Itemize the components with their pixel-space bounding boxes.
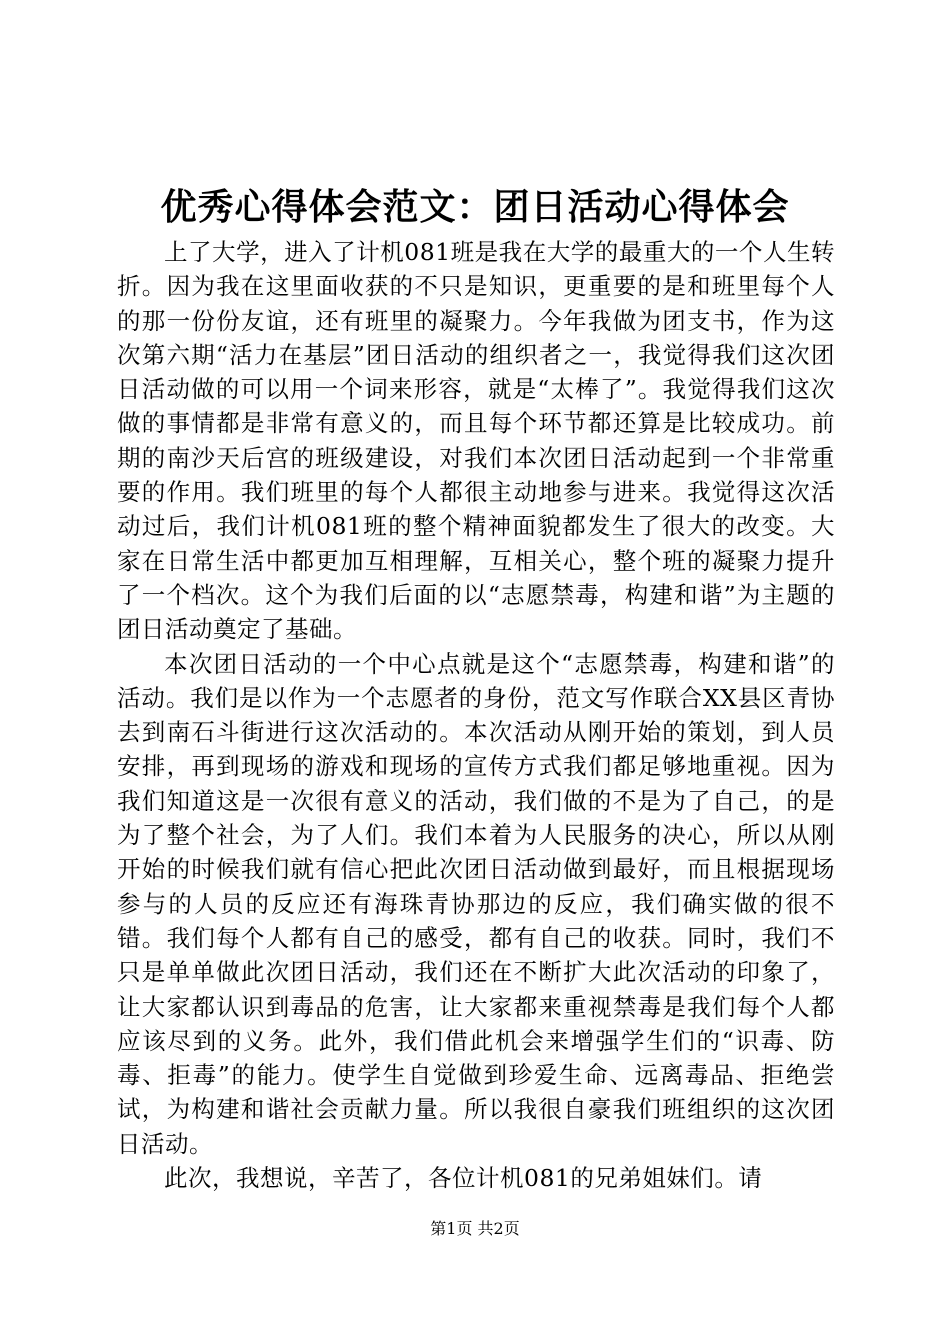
paragraph-3: 此次，我想说，辛苦了，各位计机081的兄弟姐妹们。请 (164, 1164, 763, 1193)
document-title: 优秀心得体会范文：团日活动心得体会 (160, 186, 790, 228)
paragraph-2: 本次团日活动的一个中心点就是这个“志愿禁毒，构建和谐”的活动。我们是以作为一个志愿者的身份，范文写作联合XX县区青协去到南石斗街进行这次活动的。本次活动从刚开始的策划，到人员安排，再到现场的游戏和现场的宣传方式我们都足够地重视。因为我们知道这是一次很有意义的活动，我们做的不是为了自己，的是为了整个社会，为了人们。我们本着为人民服务的决心，所以从刚开始的时候我们就有信心把此次团日活动做到最好，而且根据现场参与的人员的反应还有海珠青协那边的反应，我们确实做的很不错。我们每个人都有自己的感受，都有自己的收获。同时，我们不只是单单做此次团日活动，我们还在不断扩大此次活动的印象了，让大家都认识到毒品的危害，让大家都来重视禁毒是我们每个人都应该尽到的义务。此外，我们借此机会来增强学生们的“识毒、防毒、拒毒”的能力。使学生自觉做到珍爱生命、远离毒品、拒绝尝试，为构建和谐社会贡献力量。所以我很自豪我们班组织的这次团日活动。 (117, 649, 835, 1158)
page-number-footer: 第1页 共2页 (430, 1219, 520, 1238)
paragraph-1: 上了大学，进入了计机081班是我在大学的最重大的一个人生转折。因为我在这里面收获的不只是知识，更重要的是和班里每个人的那一份份友谊，还有班里的凝聚力。今年我做为团支书，作为这次第六期“活力在基层”团日活动的组织者之一，我觉得我们这次团日活动做的可以用一个词来形容，就是“太棒了”。我觉得我们这次做的事情都是非常有意义的，而且每个环节都还算是比较成功。前期的南沙天后宫的班级建设，对我们本次团日活动起到一个非常重要的作用。我们班里的每个人都很主动地参与进来。我觉得这次活动过后，我们计机081班的整个精神面貌都发生了很大的改变。大家在日常生活中都更加互相理解，互相关心，整个班的凝聚力提升了一个档次。这个为我们后面的以“志愿禁毒，构建和谐”为主题的团日活动奠定了基础。 (117, 238, 835, 644)
document-body (117, 235, 835, 1195)
